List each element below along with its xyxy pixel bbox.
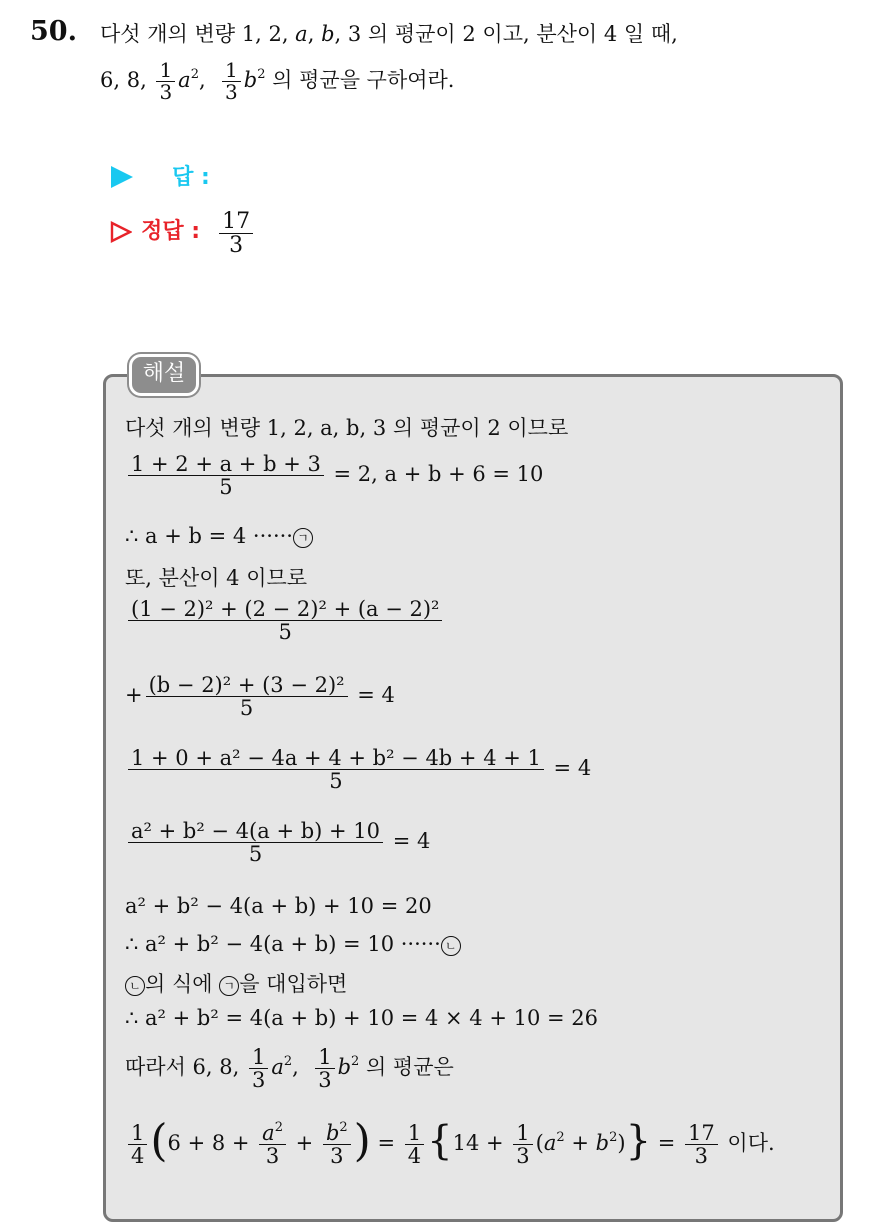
solution-line-5: $\frac{\text{(1 − 2)² + (2 − 2)² + (a − 2)²}}{5}$ xyxy=(125,598,445,643)
correct-answer-label: 정답 : xyxy=(141,219,201,245)
solution-line-3: ∴ a + b = 4 ······ ㄱ xyxy=(125,524,313,548)
question-line-2: 6, 8, $\frac{1}{3}$ $a^2$, $\frac{1}{3}$ $b^2$ 의 평균을 구하여라. xyxy=(100,58,455,104)
circle-giyeok-marker: ㄱ xyxy=(293,528,313,548)
answer-row xyxy=(111,164,210,195)
circle-nieun-marker: ㄴ xyxy=(441,936,461,956)
solution-box xyxy=(103,374,843,1222)
answer-label: 답 : xyxy=(172,165,210,190)
solution-line-11: ㄴ 의 식에 ㄱ 을 대입하면 xyxy=(125,968,347,998)
question-line-1: 다섯 개의 변량 1, 2, a, b, 3 의 평균이 2 이고, 분산이 4 일 때, xyxy=(100,22,678,46)
solution-badge: 해설 xyxy=(129,354,199,396)
solution-line-8: $\frac{\text{a² + b² − 4(a + b) + 10}}{5}$ = 4 xyxy=(125,820,430,865)
solution-line-1: 다섯 개의 변량 1, 2, a, b, 3 의 평균이 2 이므로 xyxy=(125,416,569,440)
circle-giyeok-marker: ㄱ xyxy=(219,976,239,996)
solution-line-14: $\frac{1}{4}$ (6 + 8 + $\frac{a^2}{3}$ + $\frac{b^2}{3}$ ) = $\frac{1}{4}$ {14 + $\frac{1}{3}$ $(a^2 + b^2)$} = $\frac{17}{3}$ 이다. xyxy=(125,1122,775,1167)
correct-answer-row xyxy=(110,210,256,257)
solution-line-7: $\frac{\text{1 + 0 + a² − 4a + 4 + b² − 4b + 4 + 1}}{5}$ = 4 xyxy=(125,747,591,792)
correct-answer-value: $\frac{17}{3}$ xyxy=(219,210,253,257)
question-number: 50. xyxy=(30,16,77,47)
solution-line-6: + $\frac{\text{(b − 2)² + (3 − 2)²}}{5}$ = 4 xyxy=(125,673,395,721)
play-arrow-icon xyxy=(111,166,133,188)
circle-nieun-marker: ㄴ xyxy=(125,976,145,996)
solution-line-12: ∴ a² + b² = 4(a + b) + 10 = 4 × 4 + 10 = 26 xyxy=(125,1006,599,1030)
solution-line-2: $\frac{1 + 2 + a + b + 3}{5}$ = 2, a + b + 6 = 10 xyxy=(125,453,543,498)
solution-line-13: 따라서 6, 8, $\frac{1}{3}$ $a^2$, $\frac{1}{3}$ $b^2$ 의 평균은 xyxy=(125,1045,454,1093)
solution-line-10: ∴ a² + b² − 4(a + b) = 10 ······ ㄴ xyxy=(125,932,461,956)
outline-arrow-icon xyxy=(110,221,132,243)
solution-line-4: 또, 분산이 4 이므로 xyxy=(125,566,308,590)
solution-line-9: a² + b² − 4(a + b) + 10 = 20 xyxy=(125,894,432,918)
